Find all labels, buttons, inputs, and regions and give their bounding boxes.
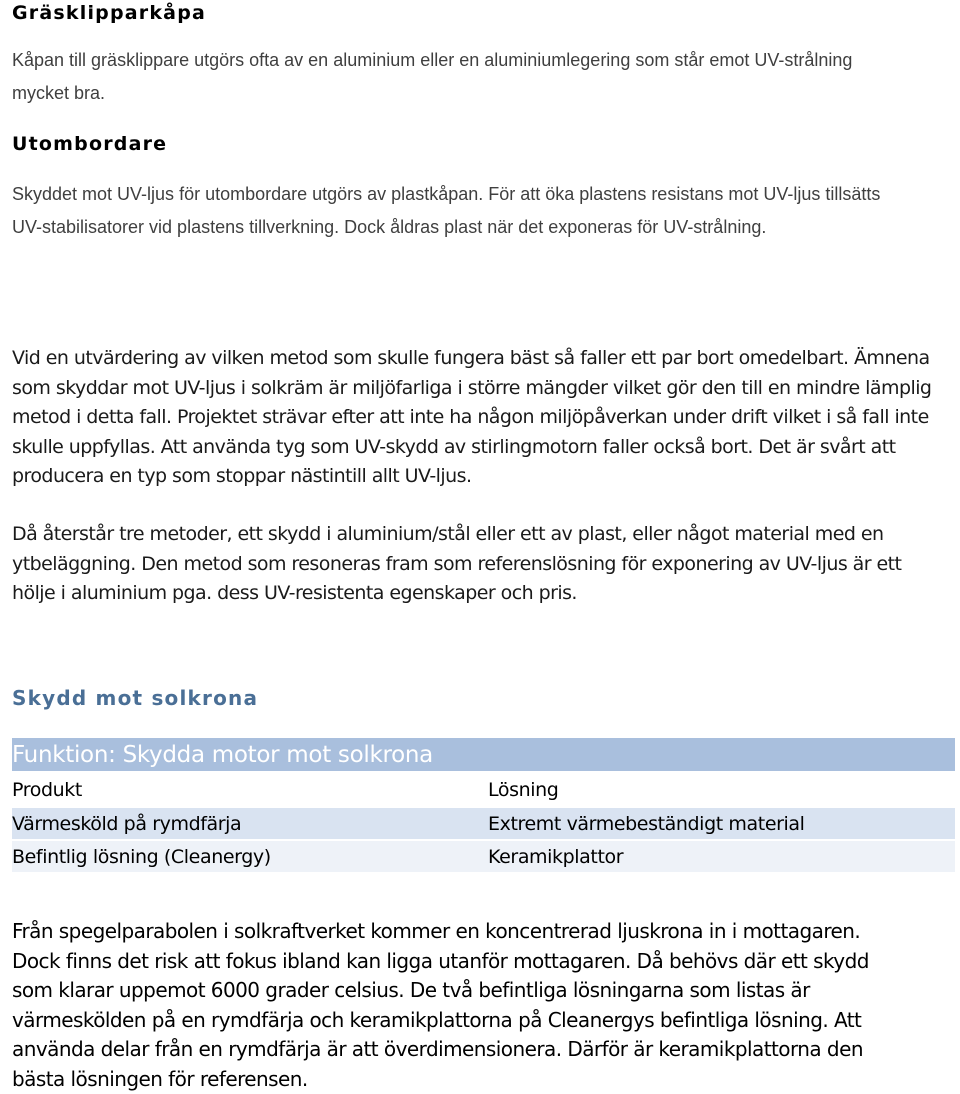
section-heading-grass-trimmer: Gräsklipparkåpa bbox=[12, 2, 207, 24]
table-cell-solution: Extremt värmebeständigt material bbox=[488, 807, 955, 840]
column-header-solution: Lösning bbox=[488, 772, 955, 807]
evaluation-paragraph-2: Då återstår tre metoder, ett skydd i aluminium/stål eller ett av plast, eller något material med en ytbeläggning. Den metod som resoneras fram som referenslösning för exponering av UV-ljus är ett hölje i aluminium pga. dess UV-resistenta egenskaper och pris. bbox=[12, 523, 902, 604]
table-title-row bbox=[12, 738, 955, 772]
evaluation-paragraph-1: Vid en utvärdering av vilken metod som skulle fungera bäst så faller ett par bort omedelbart. Ämnena som skyddar mot UV-ljus i solkräm är miljöfarliga i större mängder vilket gör den till en mindre lämplig metod i detta fall. Projektet strävar efter att inte ha någon miljöpåverkan under drift vilket i så fall inte skulle uppfyllas. Att använda tyg som UV-skydd av stirlingmotorn faller också bort. Det är svårt att producera en typ som stoppar nästintill allt UV-ljus. bbox=[12, 347, 932, 487]
section-heading-solar-corona: Skydd mot solkrona bbox=[12, 686, 259, 710]
grass-trimmer-paragraph: Kåpan till gräsklippare utgörs ofta av en aluminium eller en aluminiumlegering som står emot UV-strålning mycket bra. bbox=[12, 50, 853, 103]
table-row bbox=[12, 840, 955, 872]
solar-corona-paragraph: Från spegelparabolen i solkraftverket kommer en koncentrerad ljuskrona in i mottagaren. Dock finns det risk att fokus ibland kan ligga utanför mottagaren. Då behövs där ett skydd som klarar uppemot 6000 grader celsius. De två befintliga lösningarna som listas är värmeskölden på en rymdfärja och keramikplattorna på Cleanergys befintliga lösning. Att använda delar från en rymdfärja är att överdimensionera. Därför är keramikplattorna den bästa lösningen för referensen. bbox=[12, 919, 869, 1091]
table-row bbox=[12, 807, 955, 840]
outboard-paragraph: Skyddet mot UV-ljus för utombordare utgörs av plastkåpan. För att öka plastens resistans mot UV-ljus tillsätts UV-stabilisatorer vid plastens tillverkning. Dock åldras plast när det exponeras för UV-strålning. bbox=[12, 184, 881, 237]
table-cell-product: Värmesköld på rymdfärja bbox=[12, 807, 488, 840]
table-cell-product: Befintlig lösning (Cleanergy) bbox=[12, 840, 488, 872]
table-header-row bbox=[12, 772, 955, 807]
solution-table bbox=[12, 738, 955, 872]
column-header-product: Produkt bbox=[12, 772, 488, 807]
section-heading-outboard: Utombordare bbox=[12, 133, 168, 155]
table-cell-solution: Keramikplattor bbox=[488, 840, 955, 872]
table-title: Funktion: Skydda motor mot solkrona bbox=[12, 738, 955, 772]
